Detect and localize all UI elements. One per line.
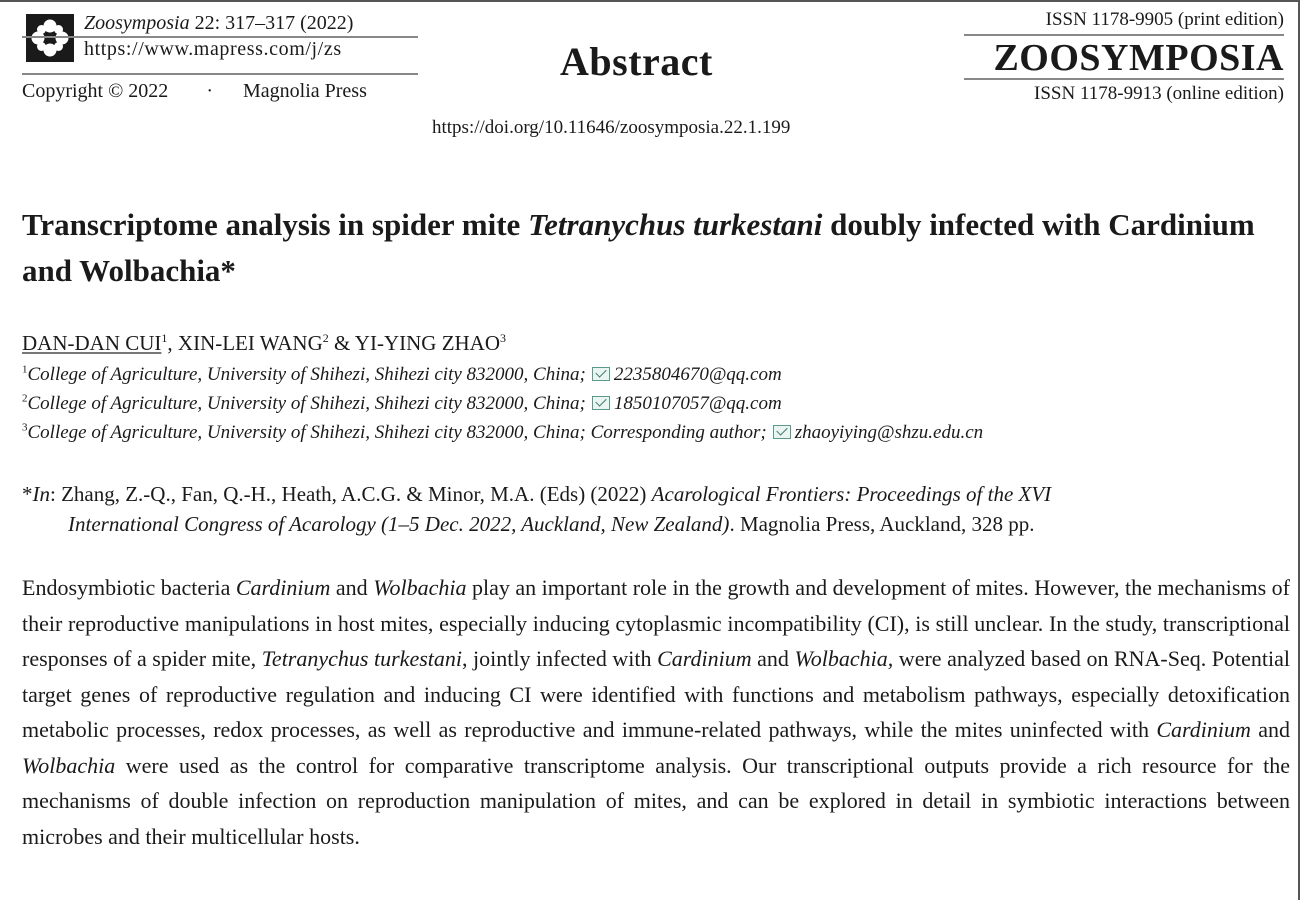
email-icon: [592, 396, 610, 410]
section-heading: Abstract: [560, 39, 713, 84]
email-link[interactable]: zhaoyiying@shzu.edu.cn: [794, 422, 984, 443]
affiliation-list: [22, 360, 1292, 447]
doi-link[interactable]: https://doi.org/10.11646/zoosymposia.22.1.199: [432, 117, 791, 138]
journal-citation: Zoosymposia 22: 317–317 (2022): [84, 12, 354, 34]
email-icon: [773, 425, 791, 439]
issn-online: ISSN 1178-9913 (online edition): [1034, 83, 1284, 104]
journal-logo-icon: [26, 14, 74, 62]
affiliation-item: $^1$College of Agriculture, University of Shihezi, Shihezi city 832000, China; 2235804670@qq.com: [22, 363, 782, 385]
journal-url-link[interactable]: https://www.mapress.com/j/zs: [84, 38, 342, 60]
header-rule: [22, 36, 418, 38]
issn-print: ISSN 1178-9905 (print edition): [1045, 9, 1284, 30]
email-link[interactable]: 1850107057@qq.com: [613, 393, 782, 414]
email-link[interactable]: 2235804670@qq.com: [613, 364, 782, 385]
affiliation-item: $^3$College of Agriculture, University of Shihezi, Shihezi city 832000, China; Corresponding author; zhaoyiying@shzu.edu.cn: [22, 421, 984, 443]
email-icon: [592, 367, 610, 381]
author-name: YI-YING ZHAO: [354, 331, 501, 355]
article-title: Transcriptome analysis in spider mite Tetranychus turkestani doubly infected with Cardinium and Wolbachia*: [22, 207, 1255, 288]
abstract-text: Endosymbiotic bacteria Cardinium and Wolbachia play an important role in the growth and development of mites. However, the mechanisms of their reproductive manipulations in host mites, especially inducing cytoplasmic incompatibility (CI), is still unclear. In the study, transcriptional responses of a spider mite, Tetranychus turkestani, jointly infected with Cardinium and Wolbachia, were analyzed based on RNA-Seq. Potential target genes of reproductive regulation and inducing CI were identified with functions and metabolism pathways, especially detoxification metabolic processes, redox processes, as well as reproductive and immune-related pathways, while the mites uninfected with Cardinium and Wolbachia were used as the control for comparative transcriptome analysis. Our transcriptional outputs provide a rich resource for the mechanisms of double infection on reproduction manipulation of mites, and can be explored in detail in symbiotic interactions between microbes and their multicellular hosts.: [22, 575, 1291, 849]
affiliation-item: $^2$College of Agriculture, University of Shihezi, Shihezi city 832000, China; 1850107057@qq.com: [22, 392, 782, 414]
issn-block: [964, 8, 1284, 106]
proceedings-note: *In: Zhang, Z.-Q., Fan, Q.-H., Heath, A.C.G. & Minor, M.A. (Eds) (2022) Acarological Frontiers: Proceedings of the XVI International Congress of Acarology (1–5 Dec. 2022, Auckland, New Zealand). Magnolia Press, Auckland, 328 pp.: [22, 482, 1052, 536]
copyright-line: Copyright © 2022 · Magnolia Press: [22, 80, 367, 102]
header-rule: [22, 73, 418, 75]
journal-brand: ZOOSYMPOSIA: [964, 34, 1284, 80]
author-name-link[interactable]: DAN-DAN CUI: [22, 331, 162, 355]
author-list: DAN-DAN CUI$^1$, XIN-LEI WANG$^2$ & YI-YING ZHAO$^3$: [22, 331, 507, 355]
author-name: XIN-LEI WANG: [177, 331, 323, 355]
